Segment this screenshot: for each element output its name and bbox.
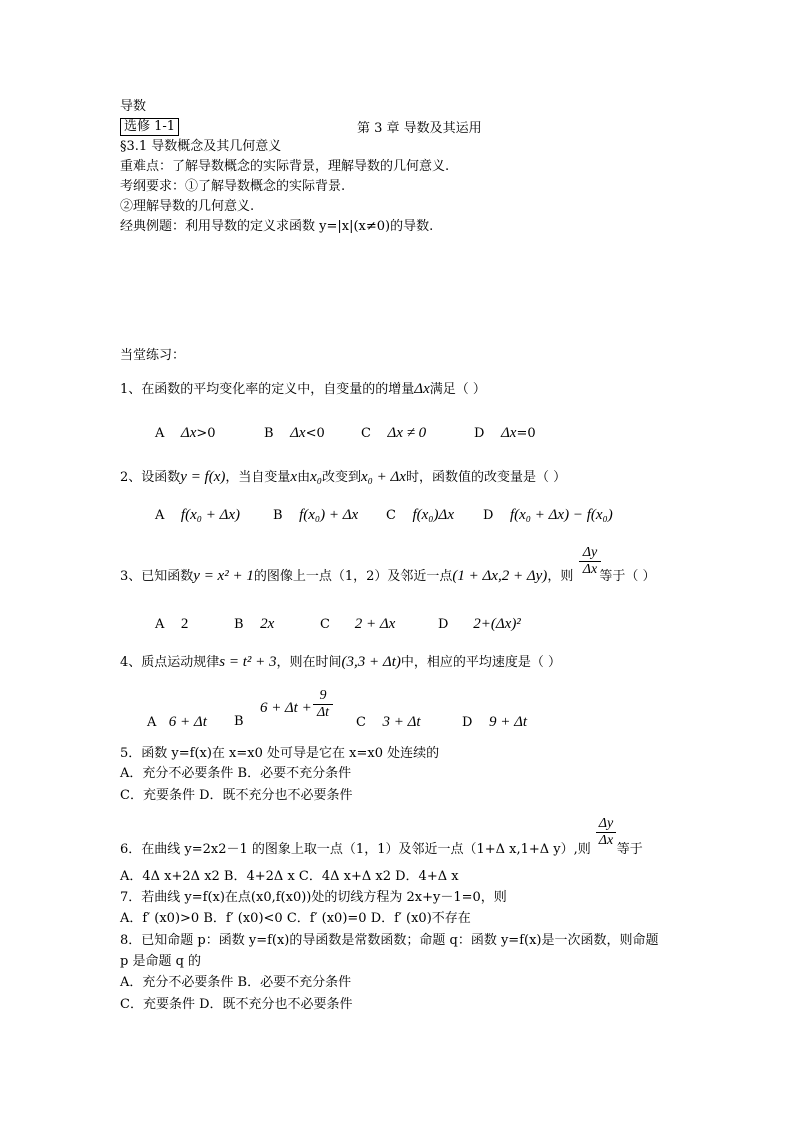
q8-options-ab: A．充分不必要条件 B．必要不充分条件 bbox=[120, 975, 352, 990]
q6-options: A．4Δ x+2Δ x2 B．4+2Δ x C．4Δ x+Δ x2 D．4+Δ x bbox=[120, 869, 459, 884]
q6-fraction-num: Δy bbox=[598, 816, 614, 831]
question-4-stem: 4、质点运动规律s = t² + 3，则在时间(3,3 + Δt)中，相应的平均速度是（ ） bbox=[120, 654, 562, 670]
question-5-stem: 5．函数 y=f(x)在 x=x0 处可导是它在 x=x0 处连续的 bbox=[120, 746, 440, 761]
question-8-stem-line2: p 是命题 q 的 bbox=[120, 954, 202, 969]
key-points: 重难点：了解导数概念的实际背景，理解导数的几何意义. bbox=[120, 159, 450, 174]
q4-option-b-fraction bbox=[313, 688, 333, 721]
section-title: §3.1 导数概念及其几何意义 bbox=[120, 139, 282, 154]
q2-option-b: B f(x₀) + Δx bbox=[273, 507, 359, 523]
q1-option-c: C Δx ≠ 0 bbox=[361, 425, 427, 441]
requirement-2: ②理解导数的几何意义. bbox=[120, 199, 255, 214]
q3-fraction-den: Δx bbox=[579, 561, 601, 578]
q1-tail: 满足（ ） bbox=[429, 382, 486, 397]
q3-option-c: C 2 + Δx bbox=[320, 616, 396, 632]
requirements: 考纲要求：①了解导数概念的实际背景. bbox=[120, 179, 346, 194]
elective-label: 选修 1-1 bbox=[120, 118, 179, 136]
q7-options: A．f′ (x0)>0 B．f′ (x0)<0 C．f′ (x0)=0 D．f′ (x0)不存在 bbox=[120, 911, 471, 926]
elective-box-row bbox=[120, 118, 179, 136]
question-7-stem: 7．若曲线 y=f(x)在点(x0,f(x0))处的切线方程为 2x+y－1=0，则 bbox=[120, 890, 507, 905]
q4-option-d: D 9 + Δt bbox=[462, 714, 528, 730]
q2-option-c: C f(x₀)Δx bbox=[386, 507, 454, 523]
q3-fraction-num: Δy bbox=[582, 545, 598, 560]
q3-fraction bbox=[579, 545, 601, 578]
q4-option-b-expr: 6 + Δt + bbox=[260, 700, 312, 716]
q4-b-den: Δt bbox=[313, 704, 333, 721]
q2-option-d: D f(x₀ + Δx) − f(x₀) bbox=[483, 507, 613, 523]
q8-options-cd: C．充要条件 D．既不充分也不必要条件 bbox=[120, 997, 353, 1012]
q1-option-d: D Δx=0 bbox=[474, 425, 536, 441]
q3-option-a: A 2 bbox=[155, 616, 189, 632]
question-8-stem-line1: 8．已知命题 p：函数 y=f(x)的导函数是常数函数；命题 q：函数 y=f(x)是一次函数，则命题 bbox=[120, 933, 659, 948]
q6-fraction-den: Δx bbox=[596, 832, 616, 849]
q4-option-b-label: B bbox=[234, 714, 244, 729]
q2-option-a: A f(x₀ + Δx) bbox=[155, 507, 241, 523]
q1-option-b: B Δx<0 bbox=[264, 425, 325, 441]
q1-option-a: A Δx>0 bbox=[155, 425, 216, 441]
q3-option-d: D 2+(Δx)² bbox=[438, 616, 521, 632]
document-heading: 导数 bbox=[120, 99, 147, 114]
q4-option-c: C 3 + Δt bbox=[356, 714, 421, 730]
q1-stem-text: 1、在函数的平均变化率的定义中，自变量的的增量 bbox=[120, 382, 415, 397]
classic-example: 经典例题：利用导数的定义求函数 y=|x|(x≠0)的导数. bbox=[120, 219, 434, 234]
question-1-stem bbox=[120, 380, 486, 399]
q5-options-cd: C．充要条件 D．既不充分也不必要条件 bbox=[120, 788, 353, 803]
chapter-title: 第 3 章 导数及其运用 bbox=[357, 121, 482, 136]
question-6-stem: 6．在曲线 y=2x2－1 的图象上取一点（1，1）及邻近一点（1+Δ x,1+Δ y）,则 等于 bbox=[120, 842, 643, 857]
q3-option-b: B 2x bbox=[234, 616, 275, 632]
q5-options-ab: A．充分不必要条件 B．必要不充分条件 bbox=[120, 766, 352, 781]
q4-option-a: A 6 + Δt bbox=[147, 714, 207, 730]
question-2-stem: 2、设函数y = f(x)，当自变量x由x₀改变到x₀ + Δx时，函数值的改变量是（ ） bbox=[120, 469, 567, 485]
q4-b-num: 9 bbox=[319, 688, 327, 703]
practice-label: 当堂练习： bbox=[120, 348, 186, 363]
q1-var: Δx bbox=[414, 381, 430, 397]
question-3-stem: 3、已知函数y = x² + 1的图像上一点（1，2）及邻近一点(1 + Δx,2 + Δy)，则 等于（ ） bbox=[120, 568, 656, 584]
